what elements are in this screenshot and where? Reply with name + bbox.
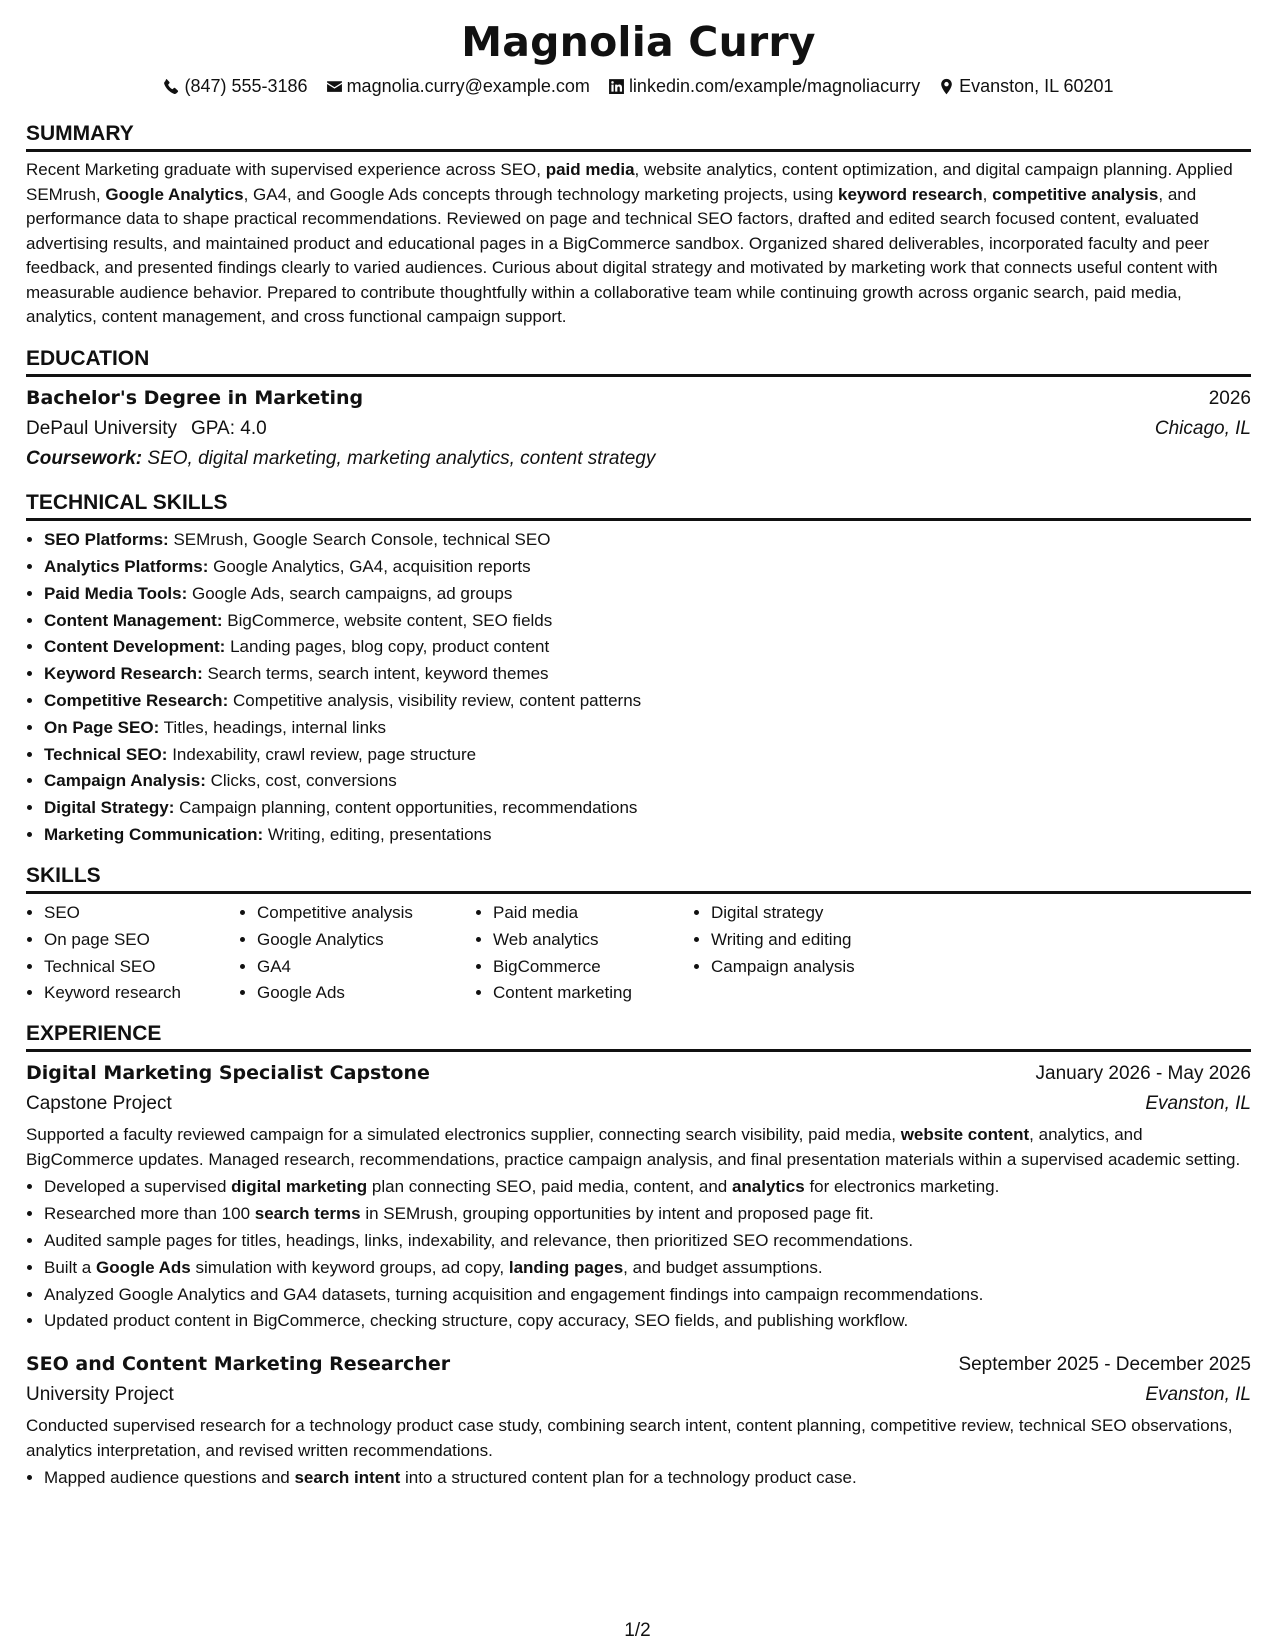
skill-label: Digital Strategy: [44,798,175,818]
text-run: , GA4, and Google Ads concepts through technology marketing projects, using [243,184,839,204]
skill-item: • GA4 [257,954,475,981]
education-row-1 [26,383,1251,414]
list-item [44,527,1251,554]
job-location: Evanston, IL [1145,1093,1251,1115]
page-number: 1/2 [624,1620,651,1641]
envelope-icon [326,78,343,95]
text-run: , analytics, and BigCommerce updates. Managed research, recommendations, practice campaign analysis, and final presentation materials within a supervised academic setting. [26,1125,1241,1169]
text-run: into a structured content plan for a technology product case. [400,1468,857,1488]
emphasis-text: search intent [294,1468,401,1488]
text-run: in SEMrush, grouping opportunities by intent and proposed page fit. [360,1204,874,1224]
skill-item: • On page SEO [44,927,239,954]
skill-value: SEMrush, Google Search Console, technical SEO [173,530,551,550]
contact-phone [163,76,307,97]
skills-column [239,900,475,1007]
text-run: Updated product content in BigCommerce, checking structure, copy accuracy, SEO fields, and publishing workflow. [44,1311,909,1331]
contact-email [326,76,590,97]
emphasis-text: digital marketing [231,1177,368,1197]
emphasis-text: landing pages [508,1257,624,1277]
skill-item: • Keyword research [44,980,239,1007]
list-item [44,1308,1251,1335]
emphasis-text: keyword research [838,184,983,204]
list-item [44,554,1251,581]
emphasis-text: Google Ads [95,1257,191,1277]
job-title-row [26,1058,1251,1089]
skill-item: • Competitive analysis [257,900,475,927]
job-title: Digital Marketing Specialist Capstone [26,1062,430,1085]
skill-item: • Paid media [493,900,693,927]
phone-text[interactable]: (847) 555-3186 [184,75,308,96]
resume-page [26,18,1251,1492]
linkedin-text[interactable]: linkedin.com/example/magnoliacurry [628,75,921,96]
experience-heading: EXPERIENCE [26,1021,1251,1052]
skill-item: • Google Analytics [257,927,475,954]
list-item [44,742,1251,769]
technical-skills-list [26,527,1251,849]
graduation-year: 2026 [1208,388,1251,410]
skill-value: Titles, headings, internal links [163,717,387,737]
skill-label: Marketing Communication: [44,825,264,845]
job-entry [26,1349,1251,1492]
job-bullets [26,1174,1251,1335]
job-description [26,1414,1251,1463]
list-item [44,688,1251,715]
job-org: University Project [26,1384,174,1406]
text-run: , and performance data to shape practical recommendations. Reviewed on page and technical SEO factors, drafted and edited search focused content, evaluated advertising results, and maintained product and educational pages in a BigCommerce sandbox. Organized shared deliverables, incorporated faculty and peer feedback, and presented findings clearly to varied audiences. Curious about digital strategy and motivated by marketing work that connects useful content with measurable audience behavior. Prepared to contribute thoughtfully within a collaborative team while continuing growth across organic search, paid media, analytics, content management, and cross functional campaign support. [26,184,1218,327]
job-org-row [26,1089,1251,1119]
skill-value: Indexability, crawl review, page structure [172,744,477,764]
degree-title: Bachelor's Degree in Marketing [26,387,364,410]
list-item [44,661,1251,688]
skills-section [26,863,1251,1007]
text-run: Analyzed Google Analytics and GA4 datasets, turning acquisition and engagement findings into campaign recommendations. [44,1284,984,1304]
emphasis-text: paid media [545,160,635,180]
text-run: plan connecting SEO, paid media, content, and [367,1177,732,1197]
job-title-row [26,1349,1251,1380]
skill-label: On Page SEO: [44,717,160,737]
skill-label: Keyword Research: [44,664,203,684]
skill-value: Google Ads, search campaigns, ad groups [192,583,513,603]
skill-item: • Google Ads [257,980,475,1007]
job-dates: January 2026 - May 2026 [1035,1063,1251,1085]
skill-value: Google Analytics, GA4, acquisition reports [213,557,531,577]
list-item [44,1255,1251,1282]
skill-label: Campaign Analysis: [44,771,206,791]
linkedin-icon [608,78,625,95]
summary-text [26,158,1251,330]
contact-bar [26,73,1251,99]
skill-item: • Digital strategy [711,900,855,927]
location-text: Evanston, IL 60201 [959,75,1114,96]
job-org: Capstone Project [26,1093,172,1115]
skills-heading: SKILLS [26,863,1251,894]
email-text[interactable]: magnolia.curry@example.com [346,75,590,96]
text-run: , [982,184,993,204]
skill-item: • Content marketing [493,980,693,1007]
contact-linkedin [608,76,920,97]
text-run: Recent Marketing graduate with supervised experience across SEO, [26,160,546,180]
skill-label: Technical SEO: [44,744,168,764]
gpa: GPA: 4.0 [191,418,267,440]
skill-item: • Writing and editing [711,927,855,954]
emphasis-text: competitive analysis [992,184,1159,204]
job-bullets [26,1465,1251,1492]
job-description [26,1123,1251,1172]
skill-value: Landing pages, blog copy, product content [230,637,550,657]
skills-grid [26,900,1251,1007]
technical-skills-section [26,490,1251,849]
technical-skills-heading: TECHNICAL SKILLS [26,490,1251,521]
skill-label: Paid Media Tools: [44,583,188,603]
coursework-label: Coursework: [26,448,143,470]
skill-label: Content Development: [44,637,226,657]
skill-item: • SEO [44,900,239,927]
text-run: Developed a supervised [44,1177,232,1197]
job-dates: September 2025 - December 2025 [958,1354,1251,1376]
text-run: for electronics marketing. [804,1177,1000,1197]
school-name: DePaul University [26,418,177,440]
skills-column [693,900,855,980]
school-location: Chicago, IL [1154,418,1251,440]
education-row-2 [26,414,1251,444]
list-item [44,634,1251,661]
job-org-row [26,1380,1251,1410]
candidate-name: Magnolia Curry [461,18,816,66]
skill-value: BigCommerce, website content, SEO fields [227,610,553,630]
text-run: Audited sample pages for titles, headings, links, indexability, and relevance, then prioritized SEO recommendations. [44,1230,914,1250]
text-run: Researched more than 100 [44,1204,255,1224]
list-item [44,1174,1251,1201]
emphasis-text: analytics [731,1177,805,1197]
job-location: Evanston, IL [1145,1384,1251,1406]
contact-location [938,76,1113,97]
list-item [44,608,1251,635]
summary-heading: SUMMARY [26,121,1251,152]
job-entry [26,1058,1251,1335]
emphasis-text: search terms [254,1204,361,1224]
experience-section [26,1021,1251,1492]
emphasis-text: Google Analytics [105,184,244,204]
text-run: Conducted supervised research for a technology product case study, combining search intent, content planning, competitive review, technical SEO observations, analytics interpretation, and revised written recommendations. [26,1416,1233,1460]
phone-icon [163,78,180,95]
text-run: , website analytics, content optimization, and digital campaign planning. Applied SEMrush, [26,160,1233,204]
skill-value: Writing, editing, presentations [267,825,492,845]
education-section [26,346,1251,474]
education-heading: EDUCATION [26,346,1251,377]
skill-label: Analytics Platforms: [44,557,209,577]
skill-label: Content Management: [44,610,223,630]
skill-value: Campaign planning, content opportunities, recommendations [179,798,638,818]
list-item [44,1465,1251,1492]
list-item [44,1282,1251,1309]
list-item [44,795,1251,822]
list-item [44,581,1251,608]
list-item [44,1228,1251,1255]
skill-value: Competitive analysis, visibility review, content patterns [232,691,642,711]
text-run: Built a [44,1257,96,1277]
skill-value: Clicks, cost, conversions [210,771,397,791]
skill-label: Competitive Research: [44,691,229,711]
text-run: simulation with keyword groups, ad copy, [190,1257,509,1277]
list-item [44,715,1251,742]
text-run: , and budget assumptions. [623,1257,823,1277]
skill-value: Search terms, search intent, keyword themes [207,664,549,684]
school-line [26,414,267,444]
skill-label: SEO Platforms: [44,530,169,550]
skill-item: • Campaign analysis [711,954,855,981]
job-title: SEO and Content Marketing Researcher [26,1353,451,1376]
text-run: Mapped audience questions and [44,1468,295,1488]
skills-column [475,900,693,1007]
coursework-list: SEO, digital marketing, marketing analytics, content strategy [147,448,656,470]
text-run: Supported a faculty reviewed campaign for a simulated electronics supplier, connecting search visibility, paid media, [26,1125,901,1145]
list-item [44,768,1251,795]
skill-item: • Web analytics [493,927,693,954]
skill-item: • BigCommerce [493,954,693,981]
skill-item: • Technical SEO [44,954,239,981]
coursework-line [26,444,1251,474]
skills-column [26,900,239,1007]
map-pin-icon [938,78,955,95]
emphasis-text: website content [900,1125,1030,1145]
list-item [44,822,1251,849]
summary-section [26,121,1251,330]
list-item [44,1201,1251,1228]
